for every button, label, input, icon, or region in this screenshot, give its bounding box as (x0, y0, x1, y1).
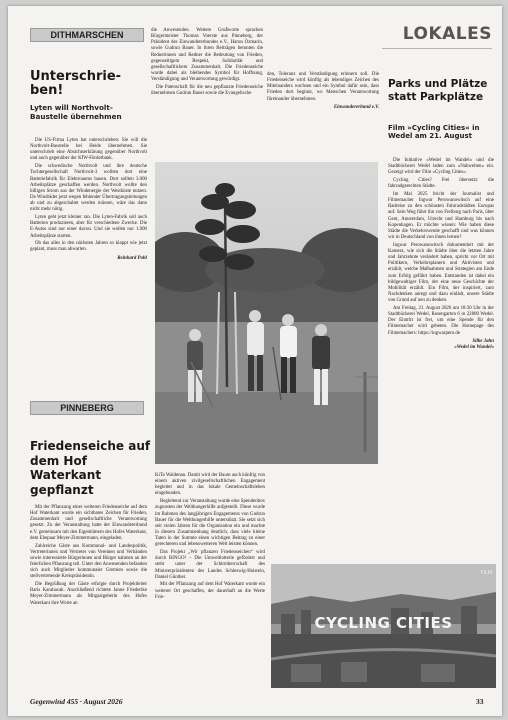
headline-friedenseiche: Friedenseiche auf dem Hof Waterkant gepflanzt (30, 439, 151, 497)
footer-publication: Gegenwind 455 · August 2026 (30, 697, 123, 706)
article-body-friedenseiche-col2 (155, 473, 265, 603)
subheadline-lyten: Lyten will Northvolt-Baustelle übernehmen (30, 103, 122, 121)
paragraph: Die Begrüßung der Gäste erfolgte durch Projektleiter Baris Karabacak. Anschließend richtete Janne Friederike Meyer-Zimmermann als Mitgastgeberin des Hofes Waterkant ihre Worte an (30, 582, 147, 606)
paragraph: Die Initiative »Wedel im Wandel« und die Stadtbücherei Wedel laden zum »Nahwelten« ein. Gezeigt wird der Film »Cycling Cities«. (388, 158, 494, 176)
paragraph: Das Projekt „Wir pflanzen Friedenseichen“ wird durch BINGO! – Die Umweltlotterie gefördert und steht unter der Schirmherrschaft des Ministerpräsidenten des Landes Schleswig-Holstein, Daniel Günther. (155, 550, 265, 580)
paragraph: Die Patenschaft für die neu gepflanzte Friedenseiche übernehmen Gudrun Bauer sowie die Evangelische (151, 85, 263, 97)
headline-unterschrieben: Unterschrie-ben! (30, 69, 122, 98)
paragraph: Ob das alles in den nächsten Jahren so klappt wie jetzt geplant, muss man abwarten. (30, 241, 147, 253)
paragraph: Zahlreiche Gäste aus Kommunal- und Landespolitik, Vertreterinnen und Vertreter von Vereinen und Verbänden sowie interessierte Bürgerinnen und Bürger nahmen an der feierlichen Pflanzung teil. Unter den Anwesenden befanden sich auch Mitglieder kommunaler Gremien sowie die stellvertretende Kreispräsidentin. (30, 543, 147, 580)
tree-planting-illustration (155, 162, 378, 464)
paragraph: Am Freitag, 21. August 2026 um 18:30 Uhr in der Stadtbücherei Wedel, Rosengarten 6 in 22880 Wedel. Der Eintritt ist frei, um eine Spende für den Filmemacher wird gebeten. Die Homepage des Filmemachers: https://ingwarpero.de (388, 305, 494, 336)
section-header-lokales: LOKALES (402, 24, 492, 44)
article-body-cycling-cities (388, 158, 494, 353)
paragraph: Die schwedische Northvolt und ihre deutsche Tochtergesellschaft Northvolt-3 wollten dort eine Batteriefabrik für Elektroautos bauen. Dort sollten 3.000 Arbeitsplätze geschaffen werden. Northvolt wollte den billigen Strom aus der Windenergie der Westküste nutzen. Da Windräder jetzt wegen fehlender Übertragungsleitungen ab und zu abgeschaltet werden müssen, wäre das dann nicht mehr nötig. (30, 164, 147, 213)
page-number: 33 (476, 697, 484, 706)
author-affiliation: »Wedel im Wandel« (454, 344, 494, 350)
article-body-lyten (30, 138, 147, 263)
author-line: Silke Jahn (472, 338, 494, 344)
paragraph: Cycling Cities? Frei übersetzt: die fahrradgerechten Städte. (388, 178, 494, 190)
author-line: Reinhard Pohl (117, 255, 147, 261)
newspaper-page (8, 6, 502, 716)
paragraph: Mit der Pflanzung auf dem Hof Waterkant wurde ein weiterer Ort geschaffen, der dauerhaft an die Werte Frie- (155, 582, 265, 600)
paragraph: Im Mai 2025 bricht der Journalist und Filmemacher Ingwar Perowanowitsch auf eine Radreise zu den schönsten Fahrradstädten Europas auf. Sein Weg führt ihn von Freiburg nach Paris, über Gent, Amsterdam, Utrecht und Hamburg bis nach Kopenhagen. Er möchte wissen: Wie haben diese Städte die Verkehrswende geschafft und was können wir in Deutschland von ihnen lernen? (388, 191, 494, 241)
poster-corner-label: FILM (480, 570, 492, 576)
subheadline-cycling-cities: Film »Cycling Cities« in Wedel am 21. August (388, 124, 480, 141)
paragraph: KiTa Waldenau. Damit wird der Baum auch künftig von einem aktiven zivilgesellschaftlichen Engagement begleitet und in das lokale Gemeinschaftsleben eingebunden. (155, 473, 265, 497)
tree-planting-photo (155, 162, 378, 464)
author-line: Einwandererbund e.V. (333, 104, 379, 110)
article-body-friedenseiche-top-col3 (267, 72, 379, 113)
section-kicker-dithmarschen: DITHMARSCHEN (30, 28, 144, 42)
poster-title: CYCLING CITIES (314, 614, 453, 632)
paragraph: Mit der Pflanzung einer weiteren Friedenseiche auf dem Hof Waterkant wurde ein sichtbares Zeichen für Frieden, Zusammenhalt und gesellschaftliche Verantwortung gesetzt. Zu der Veranstaltung hatte der Einwandererbund e.V. gemeinsam mit den Eigentümern des Hofes Waterkant, dem Ehepaar Meyer-Zimmermann, eingeladen. (30, 505, 147, 541)
cycling-cities-poster (271, 564, 496, 688)
paragraph: Lyten geht jetzt kleiner ran. Die Lyten-Fabrik soll auch Batterien produzieren, aber für verschiedene Zwecke. Die E-Autos sind nur einer davon. Und sie wollen nur 1.000 Arbeitsplätze starten. (30, 215, 147, 239)
paragraph: die Anwesenden. Weitere Grußworte sprachen Bürgermeister Thomas Voerste aus Pinneberg, der Präsident des Einwandererbundes e.V., Harun Özmarin, sowie Gudrun Bauer. In ihren Beiträgen betonten die Rednerinnen und Redner die Bedeutung von Frieden, gegenseitigem Respekt, Solidarität und gesellschaftlichem Zusammenhalt. Die Friedenseiche wurde dabei als bleibendes Symbol für Hoffnung, Verständigung und Verantwortung gewürdigt. (151, 28, 263, 83)
article-body-friedenseiche-top-col2 (151, 28, 263, 99)
headline-parks-und-plaetze: Parks und Plätze statt Parkplätze (388, 78, 488, 103)
paragraph: Ingwar Perowanowitsch dokumentiert mit der Kamera, wie sich die Städte über die letzten Jahre und Jahrzehnte verändert haben, spricht vor Ort mit Politikern, Verkehrsplanern und Aktivisten und erzählt, welche Maßnahmen und Strategien am Ende zum Erfolg geführt haben. Entstanden ist dabei ein bildgewaltiger Film, der eine neue Geschichte der Mobilität erzählt. Ein Film, der inspiriert, zum Nachdenken anregt und dazu einlädt, unsere Städte von Grund auf neu zu denken. (388, 242, 494, 304)
paragraph: den, Toleranz und Verständigung erinnern soll. Die Friedenseiche wird künftig als lebendiges Zeichen des Miteinanders wachsen und ein Symbol dafür sein, dass Frieden dort beginnt, wo Menschen Verantwortung füreinander übernehmen. (267, 72, 379, 102)
divider (382, 48, 492, 49)
paragraph: Begleitend zur Veranstaltung wurde eine Spendenbox zugunsten der Welthungerhilfe aufgestellt. Diese wurde im Rahmen des langjährigen Engagements von Gudrun Bauer für die Welthungerhilfe unterstützt. Sie setzt sich seit vielen Jahren für die Organisation ein und machte in diesem Zusammenhang deutlich, dass viele kleine Taten in der Summe einen wichtigen Beitrag zu einer gerechteren und lebenswerteren Welt leisten können. (155, 499, 265, 548)
section-kicker-pinneberg: PINNEBERG (30, 401, 144, 415)
paragraph: Die US-Firma Lyten hat unterschrieben: Sie will die Northvolt-Baustelle bei Heide übernehmen. Sie unterschrieb eine Absichtserklärung gegenüber Northvolt und auch gegenüber der KfW-Förderbank. (30, 138, 147, 162)
article-body-friedenseiche-col1 (30, 505, 147, 608)
